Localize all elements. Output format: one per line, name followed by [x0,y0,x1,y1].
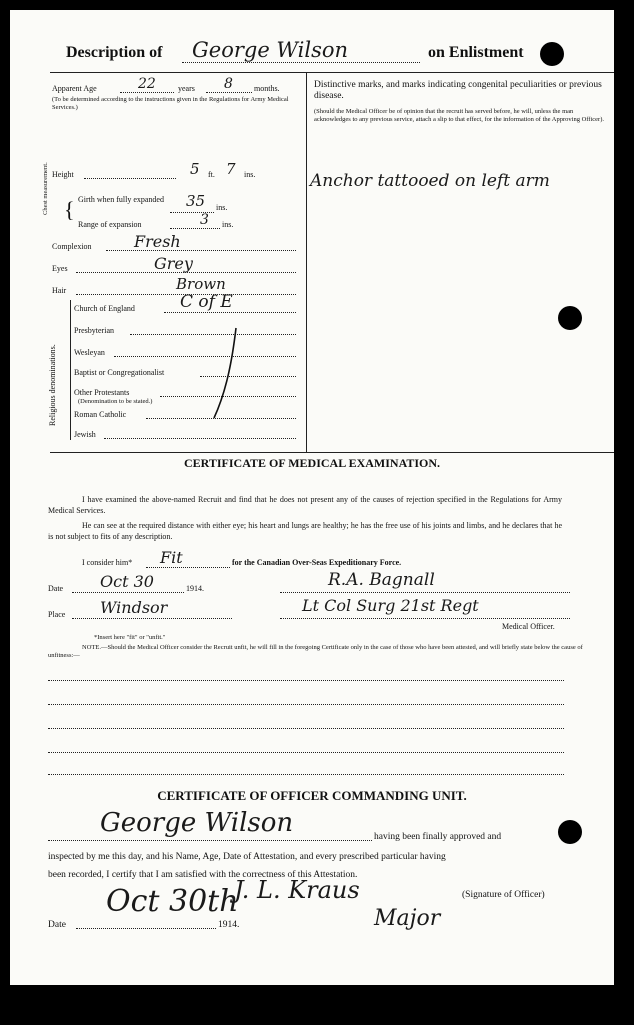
officer-year: 1914. [218,920,240,930]
unfitness-line-5 [48,774,564,775]
officer-date-value: Oct 30th [106,884,239,919]
officer-signature: J. L. Kraus [234,876,360,904]
height-feet-value: 5 [190,160,200,178]
unfitness-line-1 [48,680,564,681]
distinctive-marks-label: Distinctive marks, and marks indicating congenital peculiarities or previous disease. [314,80,602,101]
distinctive-marks-value: Anchor tattooed on left arm [310,171,550,191]
officer-line-2: inspected by me this day, and his Name, Age, Date of Attestation, and every prescribed particular having [48,852,446,862]
hair-value: Brown [176,275,226,293]
range-value: 3 [200,212,209,228]
officer-date-label: Date [48,920,66,930]
religion-church-of-england: Church of England [74,304,135,313]
medical-place-value: Windsor [100,598,168,617]
officer-certificate-heading: CERTIFICATE OF OFFICER COMMANDING UNIT. [157,788,467,803]
religion-wesleyan: Wesleyan [74,348,105,357]
religion-bracket [70,300,71,440]
chest-measurement-side-label: Chest measurement. [42,162,49,215]
description-title-right: on Enlistment [428,44,524,61]
religion-baptist: Baptist or Congregationalist [74,368,165,377]
religion-other-note: (Denomination to be stated.) [78,398,153,405]
medical-date-value: Oct 30 [100,572,154,591]
age-months-value: 8 [224,76,233,92]
punch-hole-middle [558,306,582,330]
consider-value: Fit [160,548,183,567]
age-years-value: 22 [138,76,156,92]
years-label: years [178,84,195,93]
girth-value: 35 [186,192,206,210]
medical-note: NOTE.—Should the Medical Officer consider the Recruit unfit, he will fill in the foregoing Certificate only in the case of those who have been attested, and will briefly state below the cause of unfitness:— [48,644,583,659]
height-inches-value: 7 [226,160,236,178]
months-label: months. [254,84,280,93]
section-rule [50,452,614,453]
hair-label: Hair [52,286,67,295]
description-title-left: Description of [66,44,163,61]
recruit-name-handwritten: George Wilson [192,38,349,62]
medical-officer-signature: R.A. Bagnall [328,570,435,590]
range-label: Range of expansion [78,220,142,229]
enlistment-form-page [10,10,614,985]
medical-certificate-heading: CERTIFICATE OF MEDICAL EXAMINATION. [183,456,441,470]
height-label: Height [52,170,74,179]
column-divider [306,72,307,452]
eyes-label: Eyes [52,264,68,273]
eyes-value: Grey [154,254,193,273]
officer-signature-label: (Signature of Officer) [462,890,545,900]
age-label: Apparent Age [52,84,97,93]
officer-line-3: been recorded, I certify that I am satisfied with the correctness of this Attestation. [48,870,358,880]
complexion-value: Fresh [134,232,181,251]
medical-place-label: Place [48,610,66,619]
consider-prefix: I consider him* [82,558,133,567]
complexion-label: Complexion [52,242,92,251]
religion-value: C of E [180,292,233,312]
medical-year: 1914. [186,584,204,593]
medical-date-label: Date [48,584,64,593]
girth-unit: ins. [216,203,228,212]
distinctive-marks-note: (Should the Medical Officer be of opinion that the recruit has served before, he will, unless the man acknowledges to any previous service, attach a slip to that effect, for the information of the Approving Officer). [314,108,604,123]
officer-line-1: having been finally approved and [374,832,502,842]
inches-label: ins. [244,170,256,179]
religion-jewish: Jewish [74,430,96,439]
age-note: (To be determined according to the instructions given in the Regulations for Army Medical Services.) [52,96,289,111]
religion-dash-stroke [200,322,250,432]
medical-paragraph-1: I have examined the above-named Recruit and find that he does not present any of the causes of rejection specified in the Regulations for Army Medical Services. [48,495,562,515]
religion-roman-catholic: Roman Catholic [74,410,127,419]
officer-rank: Major [374,906,441,931]
medical-officer-label: Medical Officer. [502,622,555,631]
unfitness-line-4 [48,752,564,753]
fit-footnote: *Insert here "fit" or "unfit." [94,634,166,641]
officer-recruit-name-value: George Wilson [100,808,294,838]
top-rule [50,72,614,73]
consider-suffix: for the Canadian Over-Seas Expeditionary Force. [232,558,402,567]
chest-brace-glyph: { [64,197,75,222]
medical-paragraph-2: He can see at the required distance with either eye; his heart and lungs are healthy; he has the free use of his joints and limbs, and he declares that he is not subject to fits of any description. [48,521,562,541]
unfitness-line-2 [48,704,564,705]
girth-label: Girth when fully expanded [78,195,164,204]
medical-officer-rank: Lt Col Surg 21st Regt [302,596,479,615]
religion-presbyterian: Presbyterian [74,326,114,335]
punch-hole-bottom [558,820,582,844]
religious-denominations-side-label: Religious denominations. [48,344,57,426]
range-unit: ins. [222,220,234,229]
punch-hole-top [540,42,564,66]
feet-label: ft. [208,170,215,179]
religion-other-protestants: Other Protestants [74,388,130,397]
unfitness-line-3 [48,728,564,729]
